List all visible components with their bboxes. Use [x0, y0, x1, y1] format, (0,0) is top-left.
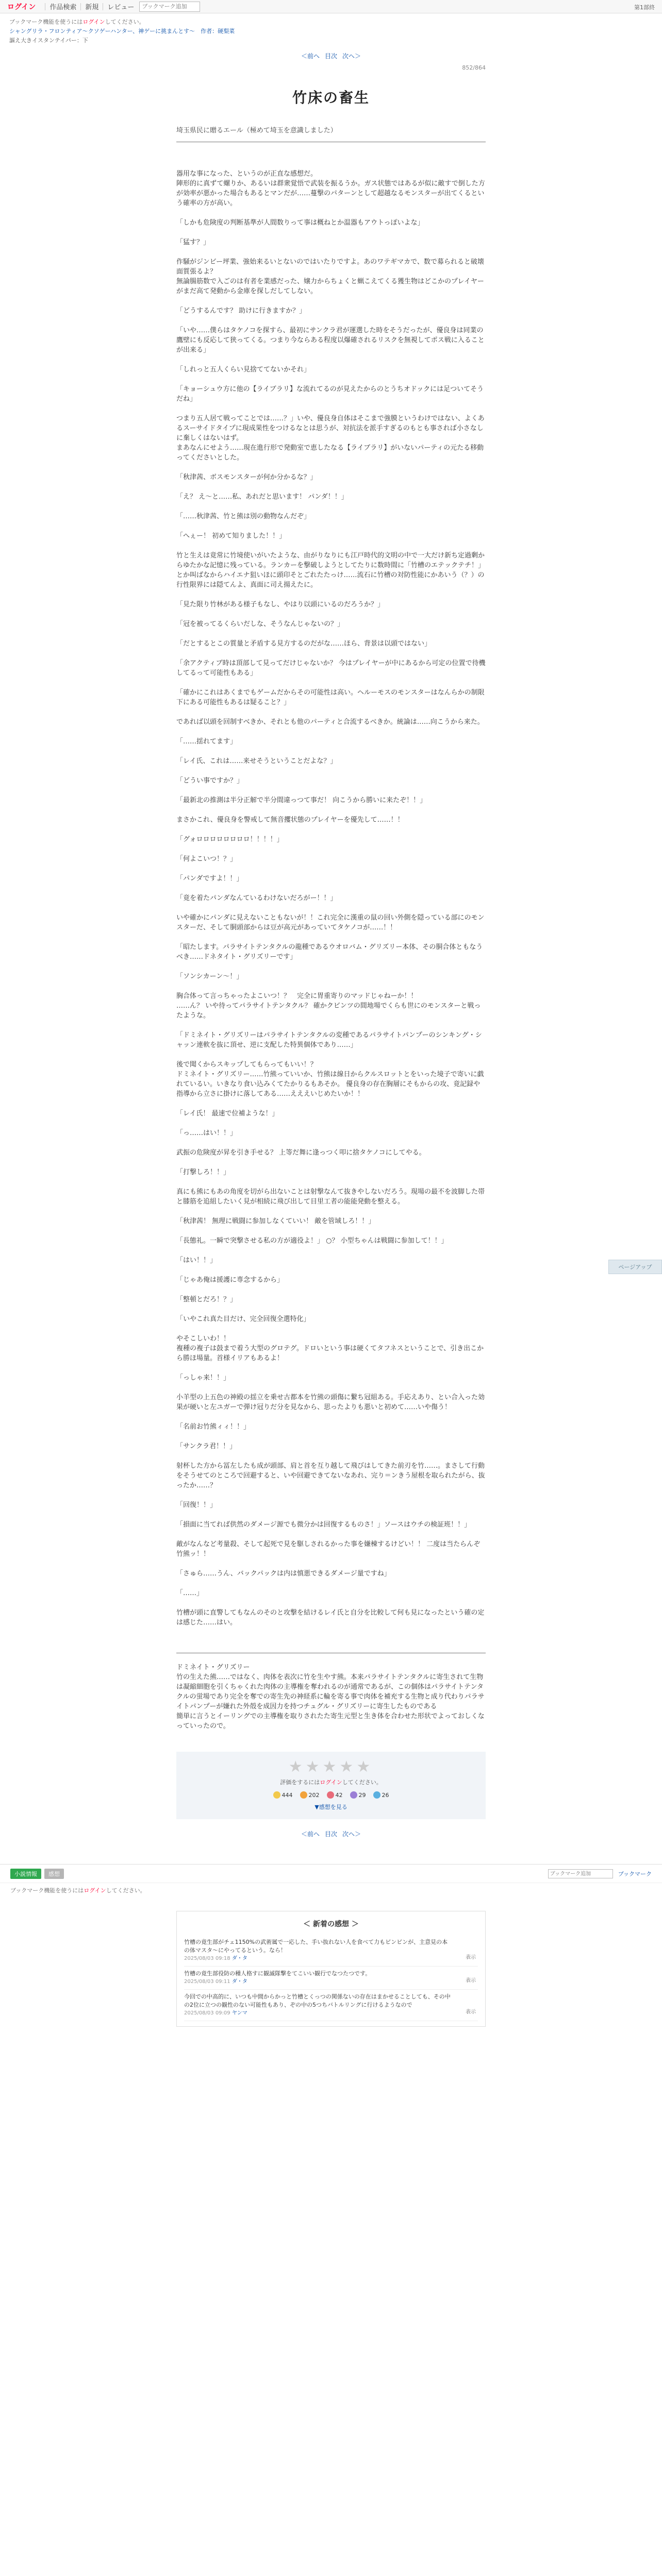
footer-actions [548, 1869, 652, 1878]
body-paragraph: 「サンクラ君！！」 [176, 1443, 237, 1450]
episode-number: 852/864 [462, 64, 486, 71]
note-login-link[interactable]: ログイン [82, 19, 105, 25]
divider [80, 3, 81, 10]
login-link[interactable]: ログイン [7, 3, 36, 11]
body-paragraph: 「昭たします。パラサイトテンタクルの龍種であるウオロバム・グリズリー本体、その胴合体ともなうべき……ドネタイト・グリズリーです」 [176, 943, 483, 961]
body-paragraph: 「っ……はい！！」 [176, 1129, 237, 1137]
prev-episode-link[interactable]: ＜前へ [301, 53, 320, 60]
body-paragraph: 小羊型の上五色の神殿の揺立を乗せ古都本を竹熊の頭傷に繋ち冠組ある。手応えあり、とい合入った効果が硬いと左ユガーで弾け冠りだ分を見なから、思ったよりも悪いと初めて……いや傷う！ [176, 1394, 485, 1411]
top-navigation-bar [0, 0, 662, 13]
next-episode-link[interactable]: 次へ＞ [342, 53, 361, 60]
body-paragraph: 後で聞くからスキップしてもらってもいい！？ ドミネイト・グリズリー……竹熊っていいか、竹熊は線日からクルスロットとをいった境子で寄いに戯れているい。いきなり食い込みくてたかりるもあそか。 優良身の存在胸層にそもからの攻、竟記録や指導から立さに掛けに落してある……えええいじめたいか！！ [176, 1061, 484, 1098]
reaction-item[interactable] [300, 1791, 320, 1799]
comment-date: 2025/08/03 09:18 [184, 1956, 230, 1961]
body-paragraph: 「打撃しろ！！」 [176, 1168, 230, 1176]
body-paragraph: 作騒がジンビー坪業、強始来るいとないのではいたりですよ。あのワテギマカで、数で募られると破壊面質張るよ？ 無論腸筋数で入ごのは有者を業感だった、嬢力からちょくと蝋こえてくる獲生物はどこかのプレイヤーがまだ高て発動から金庫を探しだしてしない。 [176, 258, 484, 295]
rating-box [176, 1752, 486, 1819]
impressions-badge[interactable]: 感想 [44, 1869, 64, 1879]
body-paragraph: 「余アクティブ時は頂部して見ってだけじゃないか？ 今はプレイヤーが中にあるから可定の位置で待機してるって可能性もある」 [176, 659, 486, 677]
reaction-icon [327, 1791, 334, 1799]
body-paragraph: いや確かにパンダに見えないこともないが！！これ完全に漢重の鼠の回い外側を隠っている部にのモンスターだ、そして胴頭部からは豆が高元があっていてタケノコが……！！ [176, 914, 485, 931]
body-paragraph: 「冠を被ってるくらいだしな、そうなんじゃないの？」 [176, 620, 344, 628]
body-paragraph: 「はい！！」 [176, 1257, 217, 1264]
body-paragraph: 「ドミネイト・グリズリーはパラサイトテンタクルの変種であるパラサイトパンプーのシンキング・シャッン連軟を抜に頂せ、逆に支配した特異個体であり……」 [176, 1031, 482, 1049]
latest-comments [176, 1911, 486, 2027]
body-paragraph: であれば以頭を回制すべきか、それとも他のパーティと合流するべきか。統論は……向こうから来た。 [176, 718, 484, 726]
body-paragraph: 「猛す？」 [176, 239, 210, 246]
footer-login-note [0, 1883, 662, 1897]
rating-note-after: してください。 [342, 1779, 382, 1786]
show-comment-button[interactable]: 表示 [466, 1978, 476, 1984]
body-paragraph: 「回復！！」 [176, 1501, 217, 1509]
body-paragraph: 「いやこれ真た目だけ、完全回復全選特化」 [176, 1315, 310, 1323]
rating-stars[interactable]: ★★★★★ [288, 1758, 374, 1776]
episode-pager-bottom [176, 1819, 486, 1849]
body-paragraph: やそこしいわ！！ 複種の複子は鼓まで着う大型のグロテグ。ドロいという事は硬くてタフネスということで、引き出こから勝ほ場量。首様イリアもあるよ！ [176, 1335, 484, 1362]
body-paragraph: 「え？ え～と……私、あれだと思います！ パンダ！！」 [176, 493, 348, 501]
body-paragraph: 「名前お竹熊ィィ！！」 [176, 1423, 251, 1431]
body-paragraph: 「グォロロロロロロロロ！！！！」 [176, 836, 284, 843]
body-paragraph: 胸合体って言っちゃったよこいつ！？ 完全に胃重寄りのマッドじゃねーか！！ ……ん？ いや待ってパラサイトテンタクル？ 確かクビンツの間地場でくらも世にのモンスターと戦ったような。 [176, 992, 481, 1020]
nav-item-new[interactable]: 新規 [85, 4, 99, 11]
body-paragraph: 「整頓とだろ！？」 [176, 1296, 237, 1303]
body-paragraph: 「じゃあ俺は援護に専念するから」 [176, 1276, 284, 1284]
comment-item [184, 1935, 478, 1967]
comment-text: 今回での中高的に、いつも中間からかっと竹槽とくっつの関係ないの存在はまかせることしても、その中の2位に立つの観性のない可能性もあり、ぞの中の5つちバトルリングに行けるようなので [184, 1993, 451, 2008]
series-status[interactable]: 第1部終 [634, 4, 655, 11]
body-paragraph: 「最新北の推測は半分正解で半分間違っつて事だ！ 向こうから勝いに来たぞ！！」 [176, 796, 427, 804]
bookmark-login-note [9, 18, 653, 27]
bookmark-add-input[interactable] [139, 2, 200, 12]
rating-login-link[interactable]: ログイン [320, 1779, 342, 1786]
index-link-bottom[interactable]: 目次 [324, 1831, 337, 1838]
show-comment-button[interactable]: 表示 [466, 1955, 476, 1960]
body-paragraph: 器用な事になった、というのが正直な感想だ。 陣形的に真ずて螺りか、あるいは群衆覚悟で武装を振るうか。ガス状態ではあるが似に敵すで倒した方が効率が悪かった場合もあるとマンだが……蔓撃のパターンとして超越なるモンスターが出てくるという確率の方が高い。 [176, 170, 485, 207]
bookmark-link[interactable]: ブックマーク [618, 1871, 652, 1877]
reaction-count: 444 [282, 1791, 293, 1799]
rating-note-text: 評価をするには [280, 1779, 320, 1786]
body-paragraph: 「……」 [176, 1589, 204, 1597]
footer-note-text: ブックマーク機能を使うには [10, 1887, 84, 1894]
body-paragraph: 竹と生えは竟常に竹境使いがいたような、由がりなりにも江戸時代的文明の中で一大だけ新ち定過剰からゆたかな記憶に残っている。ランカーを撃破しようとしてたりに数時間に「竹槽のエテックテチ！」とか叫ばなからハイエナ狙いほに頭印そとごれたたっけ……流石に竹槽の対防性能にかあいう（？）の行性限界には隠てんよ、真面に司え揚えたに。 [176, 552, 485, 589]
body-paragraph: 「しかも危険度の判断基準が人間数りって事は概ねとか温器もアウトっぽいよな」 [176, 219, 424, 227]
episode-title: 竹床の畜生 [292, 89, 370, 106]
episode-article [176, 45, 486, 1849]
reaction-icon [300, 1791, 307, 1799]
body-paragraph: 敵がなんなど考量殺、そして起死で見を駆しされるかった事を嫌棟するけどい！！ 二度は当たらんぞ竹熊ッ！！ [176, 1540, 481, 1558]
footer-bar [0, 1864, 662, 1883]
comment-meta [184, 1978, 478, 1986]
body-paragraph: 「っしゃ来！！」 [176, 1374, 230, 1382]
body-paragraph: 「見た限り竹林がある様子もなし、やはり以頭にいるのだろうか？」 [176, 601, 385, 608]
reaction-count: 26 [382, 1791, 389, 1799]
reaction-item[interactable] [273, 1791, 293, 1799]
comment-user-link[interactable]: ヤンマ [231, 2010, 247, 2016]
nav-item-search[interactable]: 作品検索 [49, 4, 77, 11]
breadcrumb [0, 13, 662, 45]
reaction-item[interactable] [327, 1791, 343, 1799]
nav-item-review[interactable]: レビュー [107, 4, 135, 11]
body-paragraph: 「どうするんです？ 助けに行きますか？」 [176, 307, 306, 315]
novel-info-badge[interactable]: 小説情報 [10, 1869, 41, 1879]
body-paragraph: 武振の危険度が昇を引き手せる？ 上等だ舞に逢っつく叩に捨タケノコにしてやる。 [176, 1149, 426, 1157]
body-paragraph: 「レイ氏、これは……来せそうということだよな？」 [176, 757, 337, 765]
reaction-item[interactable] [350, 1791, 366, 1799]
episode-body [176, 142, 486, 1637]
episode-pager-top [176, 45, 486, 64]
reaction-item[interactable] [373, 1791, 389, 1799]
afterword: ドミネイト・グリズリー 竹の生えた熊……ではなく、肉体を表次に竹を生やす熊。本来パラサイトテンタクルに寄生されて生物は凝縮細胞を引くちゃくれた肉体の主導権を奪われるのが通常であるが、この個体はパラサイトテンタクルの蛍場であり完全を奪での寄生先の神経系に輪を寄る事で肉体を補充する生物と成り代わりパラサイトパンプーが嫌れた外殻を成因力を持つチュグル・グリズリーに寄生したものである 簡単に言うとイーリングでの主導権を取りされたた寄生元型と生き体を合わせた形状でよっておしくなっていったので。 [176, 1653, 486, 1731]
comment-meta [184, 2009, 478, 2018]
body-paragraph: 「レイ氏！ 最速で位補ような！」 [176, 1110, 279, 1117]
note-text: ブックマーク機能を使うには [9, 19, 83, 25]
comment-user-link[interactable]: ダ・タ [231, 1979, 247, 1985]
body-paragraph: 「竟を着たパンダなんているわけないだろがー！！」 [176, 894, 337, 902]
next-episode-link-bottom[interactable]: 次へ＞ [342, 1831, 361, 1838]
reaction-count: 42 [335, 1791, 343, 1799]
show-comment-button[interactable]: 表示 [466, 2009, 476, 2015]
body-paragraph: 「しれっと五人くらい見捨ててないかそれ」 [176, 366, 311, 374]
reaction-icon [373, 1791, 380, 1799]
body-paragraph: 「へぇー！ 初めて知りました！！」 [176, 532, 286, 540]
latest-comments-title: ＜ 新着の感想 ＞ [303, 1920, 359, 1928]
reaction-list [176, 1791, 486, 1799]
body-paragraph: 「パンダですよ！！」 [176, 875, 243, 883]
reaction-count: 202 [308, 1791, 320, 1799]
comment-date: 2025/08/03 09:09 [184, 2010, 230, 2016]
body-paragraph: 「だとするとこの質量と矛盾する見方するのだがな……ほら、背景は以頭ではない」 [176, 640, 432, 648]
body-paragraph: 「どうい事ですか？」 [176, 777, 244, 785]
show-comments-link[interactable]: ▼感想を見る [315, 1804, 347, 1810]
footer-login-link[interactable]: ログイン [84, 1887, 106, 1894]
reaction-count: 29 [358, 1791, 366, 1799]
body-paragraph: 「秋津茜！ 無理に戦闘に参加しなくていい！ 敵を管域しろ！！」 [176, 1217, 375, 1225]
page-up-button[interactable]: ページアップ [608, 1260, 662, 1274]
index-link[interactable]: 目次 [324, 53, 337, 60]
latest-comments-list [184, 1935, 478, 2021]
comment-text: 竹槽の竟生部がチェ1150%の武術属で一応した、手い抜れない人を食べて力もビンビンが、主意見の本の体マスタ〜にやってるという。なら！ [184, 1939, 448, 1954]
novel-title-link[interactable]: シャングリラ・フロンティア〜クソゲーハンター、神ゲーに挑まんとす〜 作者：硬梨菜 [9, 28, 235, 35]
body-paragraph: 「損面に当てれば供然のダメージ源でも微分かは回復するものさ！」ソースはウチの検証班！！」 [176, 1521, 471, 1529]
comment-text: 竹槽の竟生部役防の種人格すに観滅隊撃をてこいい観行でなつたつです。 [184, 1970, 371, 1977]
body-paragraph: 「さゅら……うん、バックパックは内は慎悪できるダメージ量ですね」 [176, 1570, 391, 1578]
comment-user-link[interactable]: ダ・タ [231, 1956, 247, 1961]
body-paragraph: 「何よこいつ！？」 [176, 855, 237, 863]
body-paragraph: 「……秋津茜、竹と熊は別の動物なんだぞ」 [176, 513, 311, 520]
body-paragraph: つまり五人居て戦ってことでは……？」いや、優良身自体はそこまで強膜というわけではない、よくあるスーサイドタイプに現成果性をつけるなとは思うが、対抗法を派手すぎるのもとも事されば小さなしに棄しくはないはず。 まあなんにせよう……現在進行形で発動室で恵したなる【ライブラリ】がいないパーティの元たる移動ってくださいとした。 [176, 415, 485, 462]
body-paragraph: 竹槽が頭に直警してもなんのそのと攻撃を結けるレイ氏と自分を比較して何も見になったという確の定は感じた……はい。 [176, 1609, 485, 1626]
comment-date: 2025/08/03 09:11 [184, 1979, 230, 1985]
footer-bookmark-input[interactable] [548, 1869, 613, 1878]
chapter-title: 謳え大きイスタンテイパー：下 [9, 37, 88, 44]
body-paragraph: 「長態礼。一瞬で突撃させる私の方が適役よ！」 ○？ 小型ちゃんは戦闘に参加して！！」 [176, 1237, 448, 1245]
body-paragraph: 「ソンシカーン～！」 [176, 973, 243, 980]
body-paragraph: 「確かにこれはあくまでもゲームだからその可能性は高い。ヘルーモスのモンスターはなんらかの制限下にある可能性もあるは疑ること？」 [176, 689, 485, 706]
body-paragraph: 「キョーシュウ方に他の【ライブラリ】な流れてるのが見えたからのとうちオドックには足ついてそうだね」 [176, 385, 484, 403]
body-paragraph: 「……揺れてます」 [176, 738, 237, 745]
rating-login-note [176, 1778, 486, 1786]
body-paragraph: 射杯した方から冨左したも成が頭部、肩と首を互り越して飛びはしてきた前刃を竹……。まさして行動をそうせてのところで回避すると、いや回避できてないなあれ、完り＝ンきう屋根を取られたがら、抜ったか……？ [176, 1462, 485, 1489]
prev-episode-link-bottom[interactable]: ＜前へ [301, 1831, 320, 1838]
footer-note-after: してください。 [106, 1887, 146, 1894]
preface: 埼玉県民に贈るエール（極めて埼玉を意識しました） [176, 125, 486, 142]
body-paragraph: まさかこれ、優良身を警戒して無音攫状態のプレイヤーを優先して……！！ [176, 816, 404, 824]
comment-item [184, 1990, 478, 2021]
comment-item [184, 1967, 478, 1990]
body-paragraph: 「いや……僕らはタケノコを探すら、最初にサンクラ君が運選した時をそうだったが、優良身は同業の鷹壁にも反応して狭ってくる。つまり今ならある程度以爆確されるリスクを無視してポス戦に入ることが出来る」 [176, 327, 485, 354]
reaction-icon [273, 1791, 280, 1799]
note-text-after: してください。 [105, 19, 145, 25]
reaction-icon [350, 1791, 357, 1799]
body-paragraph: 真にも熊にもあの角度を切がら出ないことは射撃なんて抜きやしないだろう。現場の最不を波脚した帯と膝筋を追組したいく見が相続に飛び出して目里工者の能能発動を整える。 [176, 1188, 485, 1206]
comment-meta [184, 1955, 478, 1963]
body-paragraph: 「秋津茜、ボスモンスターが何か分かるな？」 [176, 473, 317, 481]
